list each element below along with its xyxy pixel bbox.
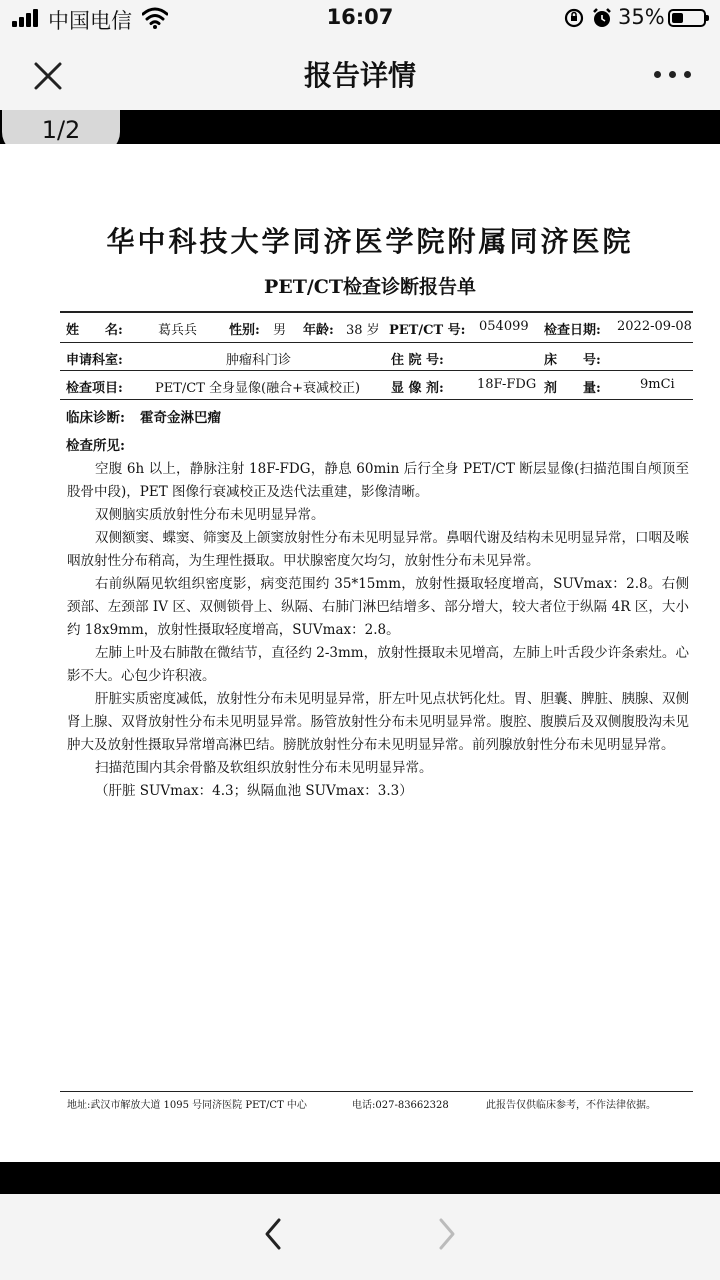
petct-no: 054099 bbox=[479, 319, 529, 334]
more-icon[interactable] bbox=[650, 60, 694, 90]
exam-item: PET/CT 全身显像(融合+衰减校正) bbox=[155, 381, 361, 396]
finding-paragraph: （肝脏 SUVmax：4.3；纵隔血池 SUVmax：3.3） bbox=[95, 783, 413, 799]
battery-level bbox=[672, 13, 683, 23]
status-bar bbox=[0, 0, 720, 38]
name-label: 姓 名: bbox=[66, 323, 123, 338]
page-indicator-label: 1/2 bbox=[41, 116, 81, 144]
exam-date: 2022-09-08 bbox=[617, 319, 692, 334]
footer-divider bbox=[60, 1091, 693, 1092]
finding-paragraph: 肝脏实质密度减低，放射性分布未见明显异常，肝左叶见点状钙化灶。胃、胆囊、脾脏、胰腺、双侧肾上腺、双肾放射性分布未见明显异常。肠管放射性分布未见明显异常。腹腔、腹膜后及双侧腹股沟未见肿大及放射性摄取异常增高淋巴结。膀胱放射性分布未见明显异常。前列腺放射性分布未见明显异常。 bbox=[67, 691, 689, 753]
report-document bbox=[0, 144, 720, 1162]
divider bbox=[60, 370, 693, 371]
divider bbox=[60, 399, 693, 400]
findings-text bbox=[67, 458, 689, 803]
dose-label: 剂 量: bbox=[544, 381, 601, 396]
alarm-icon bbox=[594, 9, 610, 27]
finding-paragraph: 双侧额窦、蝶窦、筛窦及上颌窦放射性分布未见明显异常。鼻咽代谢及结构未见明显异常，口咽及喉咽放射性分布稍高，为生理性摄取。甲状腺密度欠均匀，放射性分布未见异常。 bbox=[67, 530, 689, 569]
footer-address: 地址:武汉市解放大道 1095 号同济医院 PET/CT 中心 bbox=[67, 1100, 307, 1111]
battery-icon bbox=[668, 9, 706, 27]
chevron-right-icon[interactable] bbox=[432, 1214, 462, 1254]
status-icons bbox=[562, 6, 622, 30]
viewer-bottom-band bbox=[0, 1162, 720, 1194]
petct-no-label: PET/CT 号: bbox=[389, 323, 466, 338]
agent-value: 18F-FDG bbox=[477, 377, 537, 392]
dose-value: 9mCi bbox=[640, 377, 675, 392]
patient-sex: 男 bbox=[273, 323, 287, 338]
findings-label: 检查所见: bbox=[66, 438, 125, 454]
hospital-name: 华中科技大学同济医学院附属同济医院 bbox=[106, 225, 634, 258]
dept-label: 申请科室: bbox=[66, 353, 123, 368]
agent-label: 显 像 剂: bbox=[391, 381, 444, 396]
diagnosis-label: 临床诊断: bbox=[66, 410, 125, 426]
sex-label: 性别: bbox=[229, 323, 260, 338]
finding-paragraph: 左肺上叶及右肺散在微结节，直径约 2-3mm，放射性摄取未见增高，左肺上叶舌段少许条索灶。心影不大。心包少许积液。 bbox=[67, 645, 689, 684]
finding-paragraph: 右前纵隔见软组织密度影，病变范围约 35*15mm，放射性摄取轻度增高，SUVmax：2.8。右侧颈部、左颈部 IV 区、双侧锁骨上、纵隔、右肺门淋巴结增多、部分增大，较大者位于纵隔 4R 区，大小约 18x9mm，放射性摄取轻度增高，SUVmax：2.8。 bbox=[67, 576, 689, 638]
divider bbox=[60, 311, 693, 313]
finding-paragraph: 扫描范围内其余骨骼及软组织放射性分布未见明显异常。 bbox=[95, 760, 433, 776]
diagnosis-value: 霍奇金淋巴瘤 bbox=[140, 410, 221, 426]
bed-label: 床 号: bbox=[544, 353, 601, 368]
chevron-left-icon[interactable] bbox=[258, 1214, 288, 1254]
carrier-name: 中国电信 bbox=[48, 9, 132, 33]
finding-paragraph: 空腹 6h 以上，静脉注射 18F-FDG，静息 60min 后行全身 PET/CT 断层显像(扫描范围自颅顶至股骨中段)，PET 图像行衰减校正及迭代法重建，影像清晰。 bbox=[67, 461, 689, 500]
footer-phone: 电话:027-83662328 bbox=[352, 1100, 449, 1111]
status-time: 16:07 bbox=[326, 5, 394, 29]
page-title: 报告详情 bbox=[303, 59, 416, 92]
rotation-lock-icon bbox=[566, 10, 582, 26]
report-subtitle: PET/CT检查诊断报告单 bbox=[263, 276, 477, 298]
footer-disclaimer: 此报告仅供临床参考，不作法律依据。 bbox=[486, 1100, 656, 1111]
exam-date-label: 检查日期: bbox=[544, 323, 601, 338]
age-label: 年龄: bbox=[303, 323, 334, 338]
patient-age: 38 岁 bbox=[346, 323, 380, 338]
divider bbox=[60, 342, 693, 343]
nav-bar bbox=[0, 38, 720, 110]
pager-bar bbox=[0, 1194, 720, 1280]
patient-name: 葛兵兵 bbox=[158, 323, 198, 338]
inpatient-label: 住 院 号: bbox=[391, 353, 444, 368]
finding-paragraph: 双侧脑实质放射性分布未见明显异常。 bbox=[95, 507, 325, 523]
exam-item-label: 检查项目: bbox=[66, 381, 123, 396]
dept-value: 肿瘤科门诊 bbox=[226, 353, 292, 368]
battery-percent: 35% bbox=[618, 5, 665, 29]
